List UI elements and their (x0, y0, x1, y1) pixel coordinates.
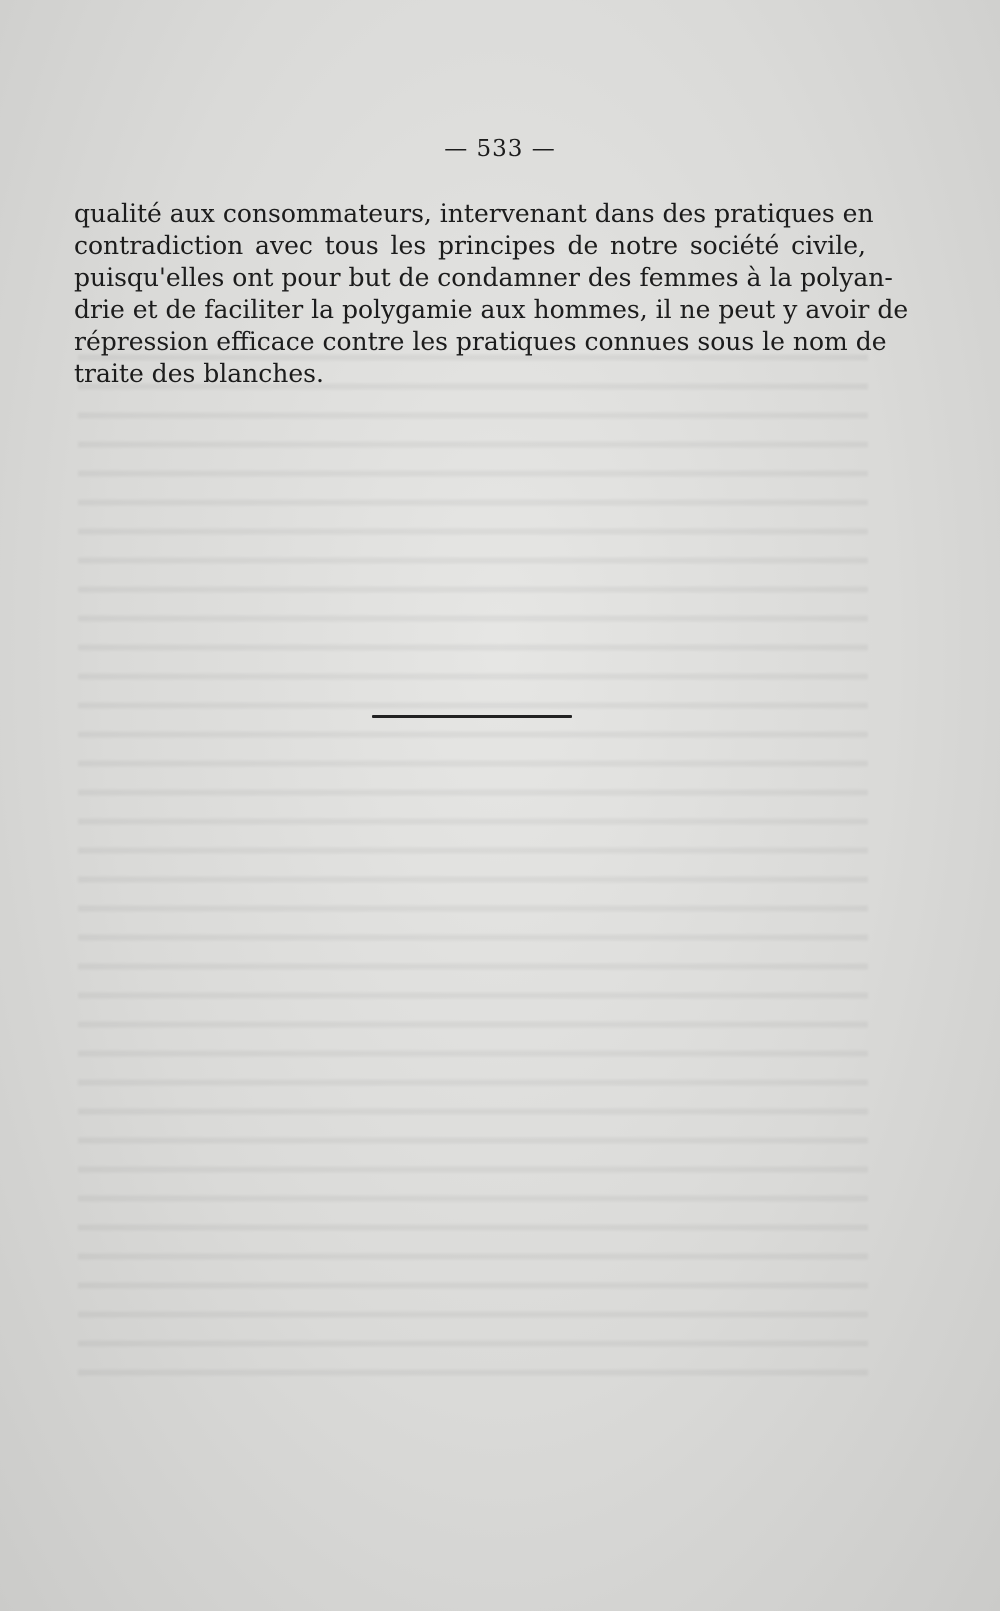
body-paragraph (74, 198, 909, 390)
page-number: — 533 — (444, 136, 556, 162)
text-line: qualité aux consommateurs, intervenant dans des pratiques en (74, 199, 874, 228)
section-divider-rule (372, 715, 572, 718)
text-line: drie et de faciliter la polygamie aux hommes, il ne peut y avoir de (74, 295, 909, 324)
text-line: traite des blanches. (74, 359, 324, 388)
bleed-through-texture (78, 340, 868, 1390)
text-line: contradiction avec tous les principes de notre société civile, (74, 231, 866, 260)
text-line: répression efficace contre les pratiques connues sous le nom de (74, 327, 887, 356)
text-line: puisqu'elles ont pour but de condamner des femmes à la polyan- (74, 263, 893, 292)
